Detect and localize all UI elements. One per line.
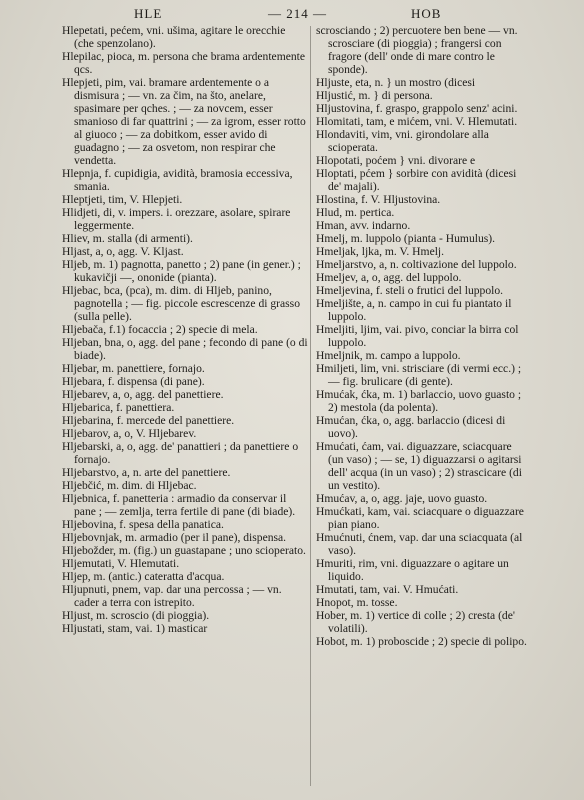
dictionary-entry: Hljustati, stam, vai. 1) masticar	[62, 622, 208, 635]
dictionary-entry: Hmuriti, rim, vni. diguazzare o agitare un liquido.	[316, 557, 509, 583]
dictionary-entry: Hljebarov, a, o, V. Hljebarev.	[62, 427, 197, 440]
dictionary-entry: Hlomitati, tam, e mićem, vni. V. Hlemutati.	[316, 115, 518, 128]
dictionary-entry: Hlepjeti, pim, vai. bramare ardentemente o a dismisura ; — vn. za čim, na što, anelare, spasimare per qches. ; — za novcem, esser smanioso di far quattrini ; — za igrom, esser rotto al giuoco ; — za dobitkom, esser avido di guadagno ; — za osvetom, non respirar che vendetta.	[62, 76, 306, 167]
dictionary-entry: Hmeljiti, ljim, vai. pivo, conciar la birra col luppolo.	[316, 323, 519, 349]
dictionary-entry: Hlidjeti, di, v. impers. i. orezzare, asolare, spirare leggermente.	[62, 206, 291, 232]
dictionary-entry: Hljebarev, a, o, agg. del panettiere.	[62, 388, 224, 401]
dictionary-entry: Hmeljarstvo, a, n. coltivazione del luppolo.	[316, 258, 517, 271]
dictionary-entry: Hnopot, m. tosse.	[316, 596, 398, 609]
dictionary-entry: Hmelj, m. luppolo (pianta - Humulus).	[316, 232, 496, 245]
dictionary-entry: Hloptati, pćem } sorbire con avidità (dicesi de' majali).	[316, 167, 517, 193]
dictionary-entry: Hmućav, a, o, agg. jaje, uovo guasto.	[316, 492, 488, 505]
dictionary-entry: Hljebarstvo, a, n. arte del panettiere.	[62, 466, 231, 479]
dictionary-entry: Hliev, m. stalla (di armenti).	[62, 232, 193, 245]
header-left-guide-word: HLE	[134, 6, 163, 21]
running-header	[0, 4, 584, 26]
dictionary-entry: Hljemutati, V. Hlemutati.	[62, 557, 180, 570]
dictionary-entry: Hmeljnik, m. campo a luppolo.	[316, 349, 461, 362]
dictionary-entry: Hmućan, ćka, o, agg. barlaccio (dicesi di uovo).	[316, 414, 506, 440]
dictionary-entry: Hlepetati, pećem, vni. ušima, agitare le orecchie (che spenzolano).	[62, 24, 286, 50]
dictionary-entry: Hljebarica, f. panettiera.	[62, 401, 175, 414]
dictionary-entry: Hlondaviti, vim, vni. girondolare alla scioperata.	[316, 128, 489, 154]
right-column	[316, 24, 530, 788]
left-entry-list	[62, 24, 308, 635]
dictionary-entry: Hmeljište, a, n. campo in cui fu piantato il luppolo.	[316, 297, 512, 323]
dictionary-entry: Hlud, m. pertica.	[316, 206, 395, 219]
page-number: — 214 —	[268, 6, 327, 21]
dictionary-entry: Hmeljev, a, o, agg. del luppolo.	[316, 271, 462, 284]
dictionary-entry: Hmeljevina, f. steli o frutici del luppolo.	[316, 284, 504, 297]
left-column	[62, 24, 308, 788]
dictionary-entry: Hljebarski, a, o, agg. de' panattieri ; da panettiere o fornajo.	[62, 440, 299, 466]
dictionary-entry: Hljuste, eta, n. } un mostro (dicesi	[316, 76, 476, 89]
dictionary-entry: Hljust, m. scroscio (di pioggia).	[62, 609, 210, 622]
dictionary-entry: Hljep, m. (antic.) cateratta d'acqua.	[62, 570, 225, 583]
dictionary-entry: Hlostina, f. V. Hljustovina.	[316, 193, 441, 206]
dictionary-entry: Hlepilac, pioca, m. persona che brama ardentemente qcs.	[62, 50, 306, 76]
dictionary-entry: Hljebovnjak, m. armadio (per il pane), dispensa.	[62, 531, 287, 544]
dictionary-entry: Hljebčić, m. dim. di Hljebac.	[62, 479, 197, 492]
dictionary-entry: Hljustovina, f. graspo, grappolo senz' acini.	[316, 102, 518, 115]
dictionary-entry: Hmućnuti, ćnem, vap. dar una sciacquata (al vaso).	[316, 531, 523, 557]
dictionary-entry: scrosciando ; 2) percuotere ben bene — vn. scrosciare (di pioggia) ; frangersi con fragore (dell' onde di mare contro le sponde).	[316, 24, 518, 76]
dictionary-entry: Hljebara, f. dispensa (di pane).	[62, 375, 205, 388]
dictionary-entry: Hmutati, tam, vai. V. Hmućati.	[316, 583, 459, 596]
dictionary-entry: Hmućak, ćka, m. 1) barlaccio, uovo guasto ; 2) mestola (da polenta).	[316, 388, 522, 414]
dictionary-entry: Hljebnica, f. panetteria : armadio da conservar il pane ; — zemlja, terra fertile di pane (di biade).	[62, 492, 296, 518]
dictionary-entry: Hmeljak, ljka, m. V. Hmelj.	[316, 245, 445, 258]
dictionary-entry: Hobot, m. 1) proboscide ; 2) specie di polipo.	[316, 635, 527, 648]
column-divider	[310, 26, 311, 786]
dictionary-entry: Hlopotati, poćem } vni. divorare e	[316, 154, 476, 167]
dictionary-entry: Hljustić, m. } di persona.	[316, 89, 433, 102]
right-entry-list	[316, 24, 530, 648]
dictionary-entry: Hljebar, m. panettiere, fornajo.	[62, 362, 205, 375]
dictionary-entry: Hljupnuti, pnem, vap. dar una percossa ; — vn. cader a terra con istrepito.	[62, 583, 282, 609]
dictionary-entry: Hljebovina, f. spesa della panatica.	[62, 518, 224, 531]
dictionary-entry: Hljebac, bca, (pca), m. dim. di Hljeb, panino, pagnotella ; — fig. piccole escrescenze di grasso (sulla pelle).	[62, 284, 300, 323]
dictionary-entry: Hmiljeti, lim, vni. strisciare (di vermi ecc.) ; — fig. brulicare (di gente).	[316, 362, 522, 388]
dictionary-entry: Hober, m. 1) vertice di colle ; 2) cresta (de' volatili).	[316, 609, 515, 635]
dictionary-entry: Hljeb, m. 1) pagnotta, panetto ; 2) pane (in gener.) ; kukavičji —, ononide (pianta).	[62, 258, 301, 284]
dictionary-entry: Hmućati, ćam, vai. diguazzare, sciacquare (un vaso) ; — se, 1) diguazzarsi o agitarsi dell' acqua (in un vaso) ; 2) strascicare (di un vestito).	[316, 440, 522, 492]
dictionary-entry: Hlepnja, f. cupidigia, avidità, bramosia eccessiva, smania.	[62, 167, 293, 193]
header-right-guide-word: HOB	[411, 6, 442, 21]
dictionary-entry: Hljeban, bna, o, agg. del pane ; fecondo di pane (o di biade).	[62, 336, 308, 362]
dictionary-entry: Hljebača, f.1) focaccia ; 2) specie di mela.	[62, 323, 258, 336]
dictionary-entry: Hljebožder, m. (fig.) un guastapane ; uno scioperato.	[62, 544, 306, 557]
dictionary-entry: Hljebarina, f. mercede del panettiere.	[62, 414, 235, 427]
dictionary-entry: Hmućkati, kam, vai. sciacquare o diguazzare pian piano.	[316, 505, 524, 531]
dictionary-entry: Hman, avv. indarno.	[316, 219, 411, 232]
dictionary-entry: Hljast, a, o, agg. V. Kljast.	[62, 245, 184, 258]
dictionary-entry: Hleptjeti, tim, V. Hlepjeti.	[62, 193, 183, 206]
